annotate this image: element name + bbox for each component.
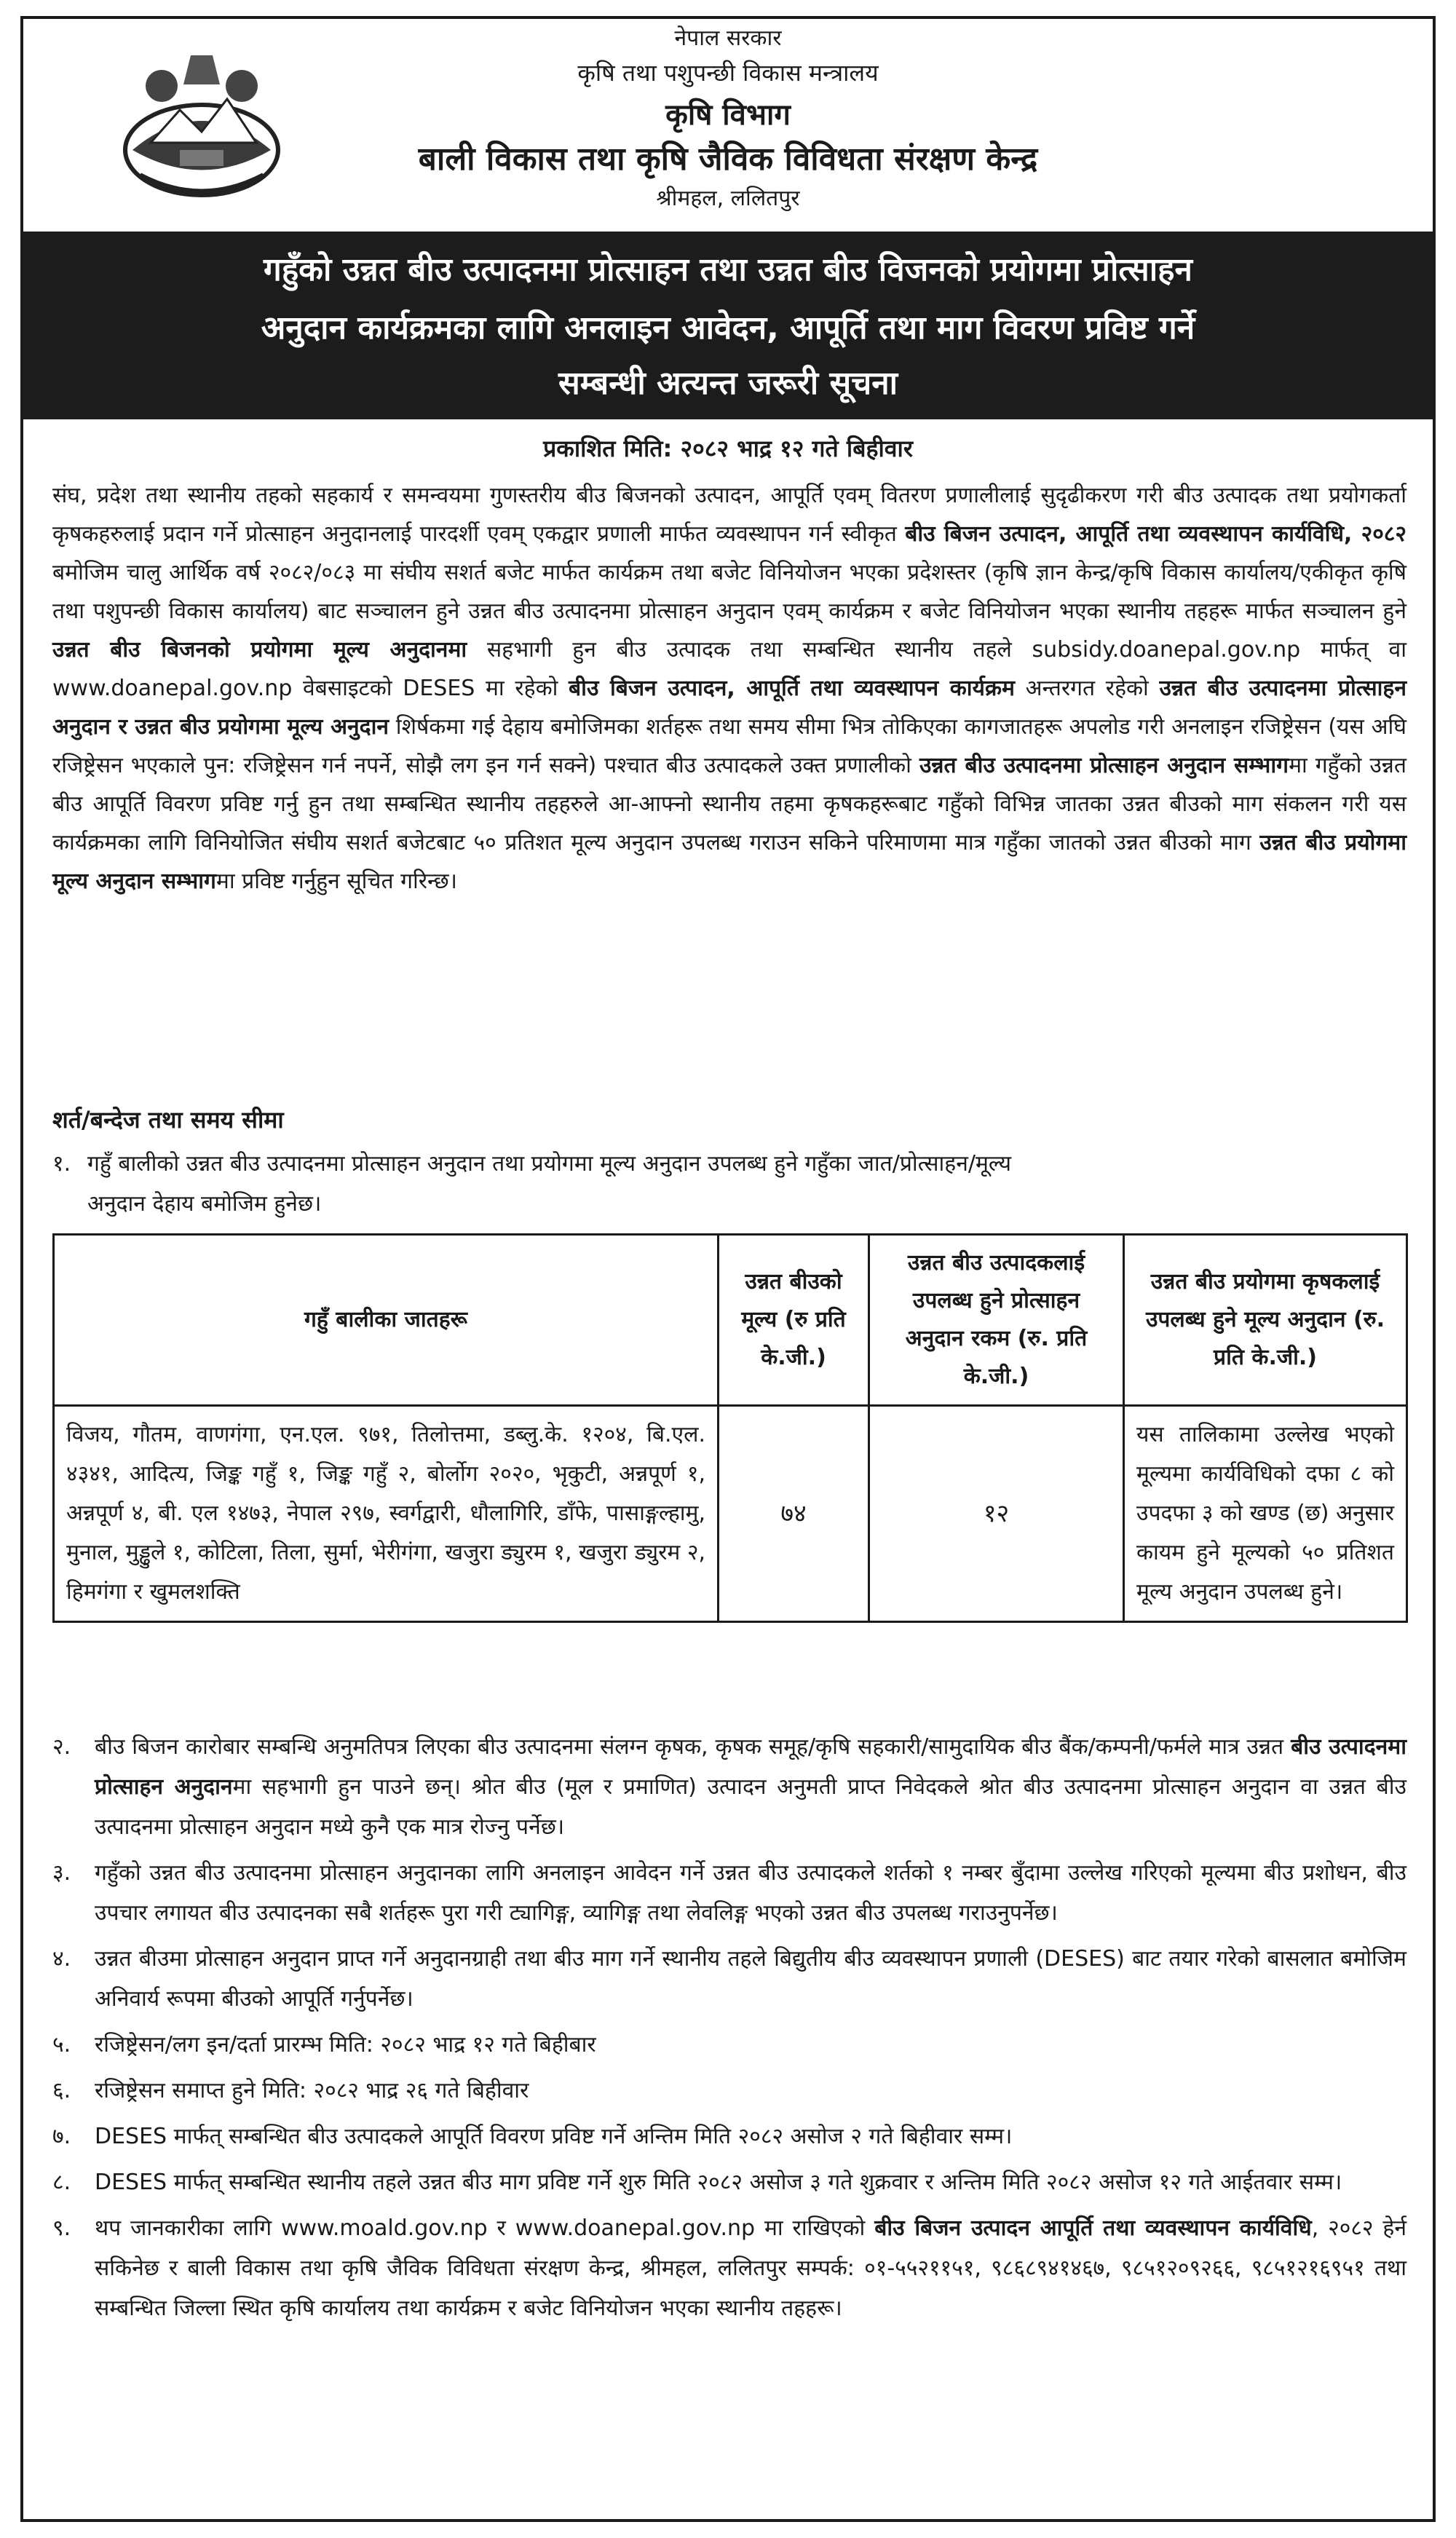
intro-bold-1: बीउ बिजन उत्पादन, आपूर्ति तथा व्यवस्थापन कार्यविधि, २०८२	[905, 521, 1406, 547]
item-text-part: बीउ बिजन कारोबार सम्बन्धि अनुमतिपत्र लिएका बीउ उत्पादनमा संलग्न कृषक, कृषक समूह/कृषि सहकारी/सामुदायिक बीउ बैंक/कम्पनी/फर्मले मात्र उन्नत	[95, 1734, 1291, 1760]
item-text	[95, 2208, 1406, 2328]
header-address: श्रीमहल, ललितपुर	[656, 186, 800, 211]
item-text: रजिष्ट्रेसन समाप्त हुने मिति: २०८२ भाद्र २६ गते बिहीवार	[95, 2078, 529, 2103]
table-row	[54, 1406, 1407, 1622]
subsidy-table	[52, 1233, 1408, 1623]
notice-title-banner	[23, 232, 1433, 419]
intro-text-1: संघ, प्रदेश तथा स्थानीय तहको सहकार्य र समन्वयमा गुणस्तरीय बीउ बिजनको उत्पादन, आपूर्ति एवम् वितरण प्रणालीलाई सुदृढीकरण गरी बीउ उत्पादक तथा प्रयोगकर्ता कृषकहरुलाई प्रदान गर्ने प्रोत्साहन अनुदानलाई पारदर्शी एवम् एकद्वार प्रणाली मार्फत व्यवस्थापन गर्न स्वीकृत	[52, 483, 1406, 547]
item-text: उन्नत बीउमा प्रोत्साहन अनुदान प्राप्त गर्ने अनुदानग्राही तथा बीउ माग गर्ने स्थानीय तहले बिद्युतीय बीउ व्यवस्थापन प्रणाली (DESES) बाट तयार गरेको बासलात बमोजिम अनिवार्य रूपमा बीउको आपूर्ति गर्नुपर्नेछ।	[95, 1946, 1406, 2012]
table-header-price: उन्नत बीउको मूल्य (रु प्रति के.जी.)	[719, 1235, 869, 1406]
header-centre: बाली विकास तथा कृषि जैविक विविधता संरक्षण केन्द्र	[418, 141, 1038, 178]
cell-subsidy: यस तालिकामा उल्लेख भएको मूल्यमा कार्यविधिको दफा ८ को उपदफा ३ को खण्ड (छ) अनुसार कायम हुने मूल्यको ५० प्रतिशत मूल्य अनुदान उपलब्ध हुने।	[1124, 1406, 1407, 1622]
notice-title-line-1: गहुँको उन्नत बीउ उत्पादनमा प्रोत्साहन तथा उन्नत बीउ विजनको प्रयोगमा प्रोत्साहन	[264, 251, 1192, 288]
item-number: ६.	[52, 2078, 71, 2103]
item-text: DESES मार्फत् सम्बन्धित बीउ उत्पादकले आपूर्ति विवरण प्रविष्ट गर्ने अन्तिम मिति २०८२ असोज २ गते बिहीवार सम्म।	[95, 2124, 1013, 2149]
intro-text-3: सहभागी हुन बीउ उत्पादक तथा सम्बन्धित स्थानीय तहले subsidy.doanepal.gov.np मार्फत् वा www.doanepal.gov.np वेबसाइटको DESES मा रहेको	[52, 637, 1406, 701]
intro-bold-5: उन्नत बीउ उत्पादनमा प्रोत्साहन अनुदान सम्भाग	[919, 753, 1289, 778]
item-number: ९.	[52, 2215, 71, 2241]
item-text	[95, 1727, 1406, 1847]
intro-bold-3: बीउ बिजन उत्पादन, आपूर्ति तथा व्यवस्थापन कार्यक्रम	[569, 676, 1015, 701]
item-text-line-1: गहुँ बालीको उन्नत बीउ उत्पादनमा प्रोत्साहन अनुदान तथा प्रयोगमा मूल्य अनुदान उपलब्ध हुने गहुँका जात/प्रोत्साहन/मूल्य	[87, 1151, 1012, 1177]
notice-title-line-2: अनुदान कार्यक्रमका लागि अनलाइन आवेदन, आपूर्ति तथा माग विवरण प्रविष्ट गर्ने	[261, 309, 1195, 347]
table-header-subsidy: उन्नत बीउ प्रयोगमा कृषकलाई उपलब्ध हुने मूल्य अनुदान (रु. प्रति के.जी.)	[1124, 1235, 1407, 1406]
item-number: ७.	[52, 2124, 71, 2149]
list-item	[52, 2025, 1406, 2065]
intro-bold-6: उन्नत बीउ प्रयोगमा मूल्य अनुदान सम्भाग	[52, 830, 1406, 894]
item-number: ४.	[52, 1946, 71, 1972]
item-text-bold: बीउ बिजन उत्पादन आपूर्ति तथा व्यवस्थापन कार्यविधि	[874, 2215, 1312, 2241]
item-text-bold: बीउ उत्पादनमा प्रोत्साहन अनुदान	[95, 1734, 1406, 1800]
item-number: ८.	[52, 2170, 71, 2195]
intro-text-5: शिर्षकमा गई देहाय बमोजिमका शर्तहरू तथा समय सीमा भित्र तोकिएका कागजातहरू अपलोड गरी अनलाइन रजिष्ट्रेसन (यस अघि रजिष्ट्रेसन भएकाले पुन: रजिष्ट्रेसन गर्न नपर्ने, सोझै लग इन गर्न सक्ने) पश्चात बीउ उत्पादकले उक्त प्रणालीको	[52, 714, 1406, 778]
header-ministry: कृषि तथा पशुपन्छी विकास मन्त्रालय	[577, 59, 879, 87]
cell-incentive: १२	[869, 1406, 1124, 1622]
conditions-list	[52, 1727, 1406, 2334]
intro-text-7: मा प्रविष्ट गर्नुहुन सूचित गरिन्छ।	[215, 869, 458, 894]
list-item	[52, 1853, 1406, 1933]
list-item	[52, 2162, 1406, 2202]
list-item	[52, 2071, 1406, 2111]
section-heading: शर्त/बन्देज तथा समय सीमा	[52, 1106, 284, 1134]
item-text: गहुँको उन्नत बीउ उत्पादनमा प्रोत्साहन अनुदानका लागि अनलाइन आवेदन गर्ने उन्नत बीउ उत्पादकले शर्तको १ नम्बर बुँदामा उल्लेख गरिएको मूल्यमा बीउ प्रशोधन, बीउ उपचार लगायत बीउ उत्पादनका सबै शर्तहरू पुरा गरी ट्यागिङ्ग, व्यागिङ्ग तथा लेवलिङ्ग भएको उन्नत बीउ उपलब्ध गराउनुपर्नेछ।	[95, 1860, 1406, 1926]
list-item	[52, 1727, 1406, 1847]
header-government: नेपाल सरकार	[674, 25, 782, 51]
intro-text-4: अन्तरगत रहेको	[1014, 676, 1160, 701]
published-date: प्रकाशित मिति: २०८२ भाद्र १२ गते बिहीवार	[543, 435, 913, 462]
intro-text-2: बमोजिम चालु आर्थिक वर्ष २०८२/०८३ मा संघीय सशर्त बजेट मार्फत कार्यक्रम तथा बजेट विनियोजन भएका प्रदेशस्तर (कृषि ज्ञान केन्द्र/कृषि विकास कार्यालय/एकीकृत कृषि तथा पशुपन्छी विकास कार्यालय) बाट सञ्चालन हुने उन्नत बीउ उत्पादनमा प्रोत्साहन अनुदान एवम् कार्यक्रम र बजेट विनियोजन भएका स्थानीय तहहरू मार्फत सञ्चालन हुने	[52, 560, 1406, 624]
notice-title-line-3: सम्बन्धी अत्यन्त जरूरी सूचना	[558, 365, 898, 402]
list-item	[52, 2208, 1406, 2328]
header-department: कृषि विभाग	[665, 98, 791, 132]
item-number: १.	[52, 1151, 71, 1177]
list-item	[52, 1939, 1406, 2019]
table-header-incentive: उन्नत बीउ उत्पादकलाई उपलब्ध हुने प्रोत्साहन अनुदान रकम (रु. प्रति के.जी.)	[869, 1235, 1124, 1406]
cell-varieties: विजय, गौतम, वाणगंगा, एन.एल. ९७१, तिलोत्तमा, डब्लु.के. १२०४, बि.एल. ४३४१, आदित्य, जिङ्क गहुँ १, जिङ्क गहुँ २, बोर्लोग २०२०, भृकुटी, अन्नपूर्ण १, अन्नपूर्ण ४, बी. एल १४७३, नेपाल २९७, स्वर्गद्वारी, धौलागिरि, डाँफे, पासाङ्गल्हामु, मुनाल, मुड्ढुले १, कोटिला, तिला, सुर्मा, भेरीगंगा, खजुरा ड्युरम १, खजुरा ड्युरम २, हिमगंगा र खुमलशक्ति	[54, 1406, 719, 1622]
item-text-part: थप जानकारीका लागि www.moald.gov.np र www.doanepal.gov.np मा राखिएको	[95, 2215, 875, 2241]
item-text-line-2: अनुदान देहाय बमोजिम हुनेछ।	[87, 1191, 322, 1217]
intro-text-6: मा गहुँको उन्नत बीउ आपूर्ति विवरण प्रविष्ट गर्नु हुन तथा सम्बन्धित स्थानीय तहहरुले आ-आफ्नो स्थानीय तहमा कृषकहरूबाट गहुँको विभिन्न जातका उन्नत बीउको माग संकलन गरी यस कार्यक्रमका लागि विनियोजित संघीय सशर्त बजेटबाट ५० प्रतिशत मूल्य अनुदान उपलब्ध गराउन सकिने परिमाणमा मात्र गहुँका जातको उन्नत बीउको माग	[52, 753, 1406, 855]
item-number: ३.	[52, 1860, 71, 1886]
list-item	[52, 2116, 1406, 2156]
item-number: २.	[52, 1734, 71, 1760]
item-text-part: , २०८२ हेर्न सकिनेछ र बाली विकास तथा कृषि जैविक विविधता संरक्षण केन्द्र, श्रीमहल, ललितपुर सम्पर्क: ०१-५५२११५१, ९८६८९४१४६७, ९८५१२०९२६६, ९८५१२१६९५१ तथा सम्बन्धित जिल्ला स्थित कृषि कार्यालय तथा कार्यक्रम र बजेट विनियोजन भएका स्थानीय तहहरू।	[95, 2215, 1406, 2321]
intro-paragraph	[52, 476, 1406, 901]
condition-item-1	[52, 1144, 1406, 1224]
item-number: ५.	[52, 2032, 71, 2057]
item-text-part: मा सहभागी हुन पाउने छन्। श्रोत बीउ (मूल र प्रमाणित) उत्पादन अनुमती प्राप्त निवेदकले श्रोत बीउ उत्पादनमा प्रोत्साहन अनुदान वा उन्नत बीउ उत्पादनमा प्रोत्साहन अनुदान मध्ये कुनै एक मात्र रोज्नु पर्नेछ।	[95, 1774, 1406, 1840]
item-text: DESES मार्फत् सम्बन्धित स्थानीय तहले उन्नत बीउ माग प्रविष्ट गर्ने शुरु मिति २०८२ असोज ३ गते शुक्रवार र अन्तिम मिति २०८२ असोज १२ गते आईतवार सम्म।	[95, 2170, 1342, 2195]
letterhead	[23, 19, 1433, 230]
table-header-row	[54, 1235, 1407, 1406]
item-text: रजिष्ट्रेसन/लग इन/दर्ता प्रारम्भ मिति: २०८२ भाद्र १२ गते बिहीबार	[95, 2032, 596, 2057]
table-header-varieties: गहुँ बालीका जातहरू	[54, 1235, 719, 1406]
cell-price: ७४	[719, 1406, 869, 1622]
notice-frame	[20, 16, 1436, 2522]
intro-bold-2: उन्नत बीउ बिजनको प्रयोगमा मूल्य अनुदानमा	[52, 637, 467, 663]
intro-bold-4: उन्नत बीउ उत्पादनमा प्रोत्साहन अनुदान र उन्नत बीउ प्रयोगमा मूल्य अनुदान	[52, 676, 1406, 740]
